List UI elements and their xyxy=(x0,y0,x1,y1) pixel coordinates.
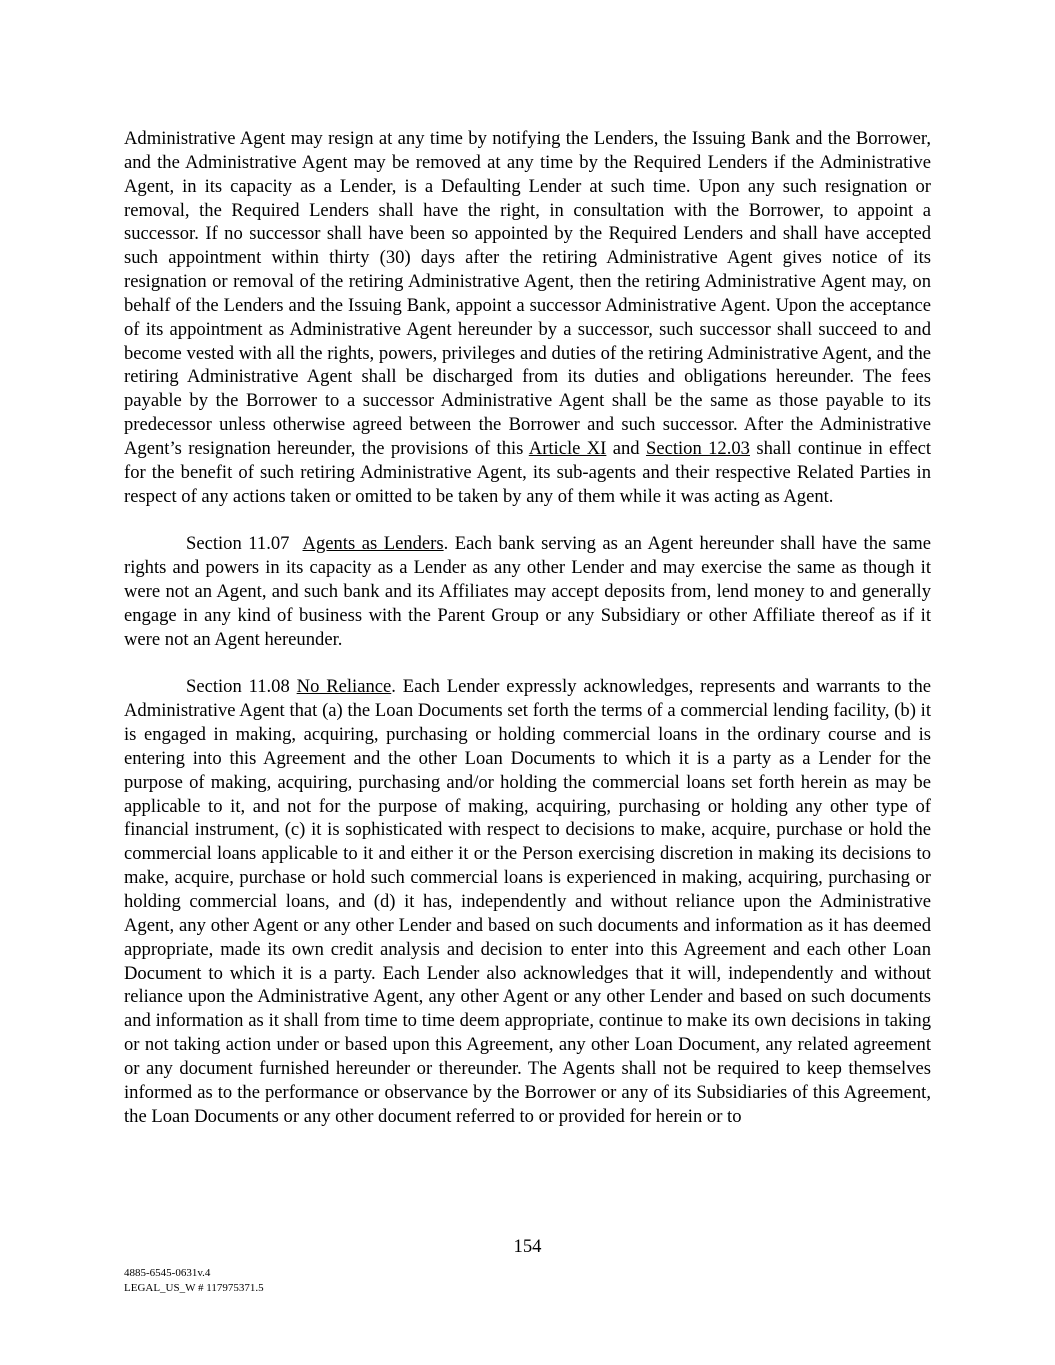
document-footer xyxy=(124,1266,264,1296)
paragraph-text: shall continue in effect for the benefit of such retiring Administrative Agent, its sub-agents and their respective Related Parties in respect of any actions taken or omitted to be taken by any of them while it was acting as Agent. xyxy=(124,437,932,507)
section-heading: No Reliance xyxy=(296,676,392,698)
section-11-08 xyxy=(124,675,931,1128)
article-xi-reference: Article XI xyxy=(528,437,607,459)
paragraph-text: Administrative Agent may resign at any time by notifying the Lenders, the Issuing Bank and the Borrower, and the Administrative Agent may be removed at any time by the Required Lenders if the Administrative Agent, in its capacity as a Lender, is a Defaulting Lender at such time. Upon any such resignation or removal, the Required Lenders shall have the right, in consultation with the Borrower, to appoint a successor. If no successor shall have been so appointed by the Required Lenders and shall have accepted such appointment within thirty (30) days after the retiring Administrative Agent gives notice of its resignation or removal of the retiring Administrative Agent, then the retiring Administrative Agent may, on behalf of the Lenders and the Issuing Bank, appoint a successor Administrative Agent. Upon the acceptance of its appointment as Administrative Agent hereunder by a successor, such successor shall succeed to and become vested with all the rights, powers, privileges and duties of the retiring Administrative Agent, and the retiring Administrative Agent shall be discharged from its duties and obligations hereunder. The fees payable by the Borrower to a successor Administrative Agent shall be the same as those payable to its predecessor unless otherwise agreed between the Borrower and such successor. After the Administrative Agent’s resignation hereunder, the provisions of this xyxy=(124,128,931,459)
section-12-03-reference: Section 12.03 xyxy=(645,437,750,459)
document-id: 4885-6545-0631v.4 xyxy=(124,1267,211,1279)
document-body xyxy=(124,127,931,1128)
section-11-07 xyxy=(124,532,931,651)
paragraph-text: and xyxy=(612,437,640,459)
legal-reference: LEGAL_US_W # 117975371.5 xyxy=(124,1282,264,1294)
paragraph-resignation xyxy=(124,127,931,509)
page-number: 154 xyxy=(513,1236,542,1257)
section-text: . Each bank serving as an Agent hereunder shall have the same rights and powers in its capacity as a Lender as any other Lender and may exercise the same as though it were not an Agent, and such bank and its Affiliates may accept deposits from, lend money to and generally engage in any kind of business with the Parent Group or any Subsidiary or other Affiliate thereof as if it were not an Agent hereunder. xyxy=(124,533,932,650)
section-number: Section 11.07 xyxy=(186,533,290,555)
section-text: . Each Lender expressly acknowledges, represents and warrants to the Administrative Agent that (a) the Loan Documents set forth the terms of a commercial lending facility, (b) it is engaged in making, acquiring, purchasing or holding commercial loans in the ordinary course and is entering into this Agreement and the other Loan Documents to which it is a party as a Lender for the purpose of making, acquiring, purchasing and/or holding the commercial loans set forth herein as may be applicable to it, and not for the purpose of making, acquiring, purchasing or holding any other type of financial instrument, (c) it is sophisticated with respect to decisions to make, acquire, purchase or hold the commercial loans applicable to it and either it or the Person exercising discretion in making its decisions to make, acquire, purchase or hold such commercial loans is experienced in making, acquiring, purchasing or holding commercial loans, and (d) it has, independently and without reliance upon the Administrative Agent, any other Agent or any other Lender and based on such documents and information as it has deemed appropriate, made its own credit analysis and decision to enter into this Agreement and each other Loan Document to which it is a party. Each Lender also acknowledges that it will, independently and without reliance upon the Administrative Agent, any other Agent or any other Lender and based on such documents and information as it shall from time to time deem appropriate, continue to make its own decisions in taking or not taking action under or based upon this Agreement, any other Loan Document, any related agreement or any document furnished hereunder or thereunder. The Agents shall not be required to keep themselves informed as to the performance or observance by the Borrower or any of its Subsidiaries of this Agreement, the Loan Documents or any other document referred to or provided for herein or to xyxy=(124,676,931,1127)
section-heading: Agents as Lenders xyxy=(302,533,444,555)
section-number: Section 11.08 xyxy=(186,676,290,698)
